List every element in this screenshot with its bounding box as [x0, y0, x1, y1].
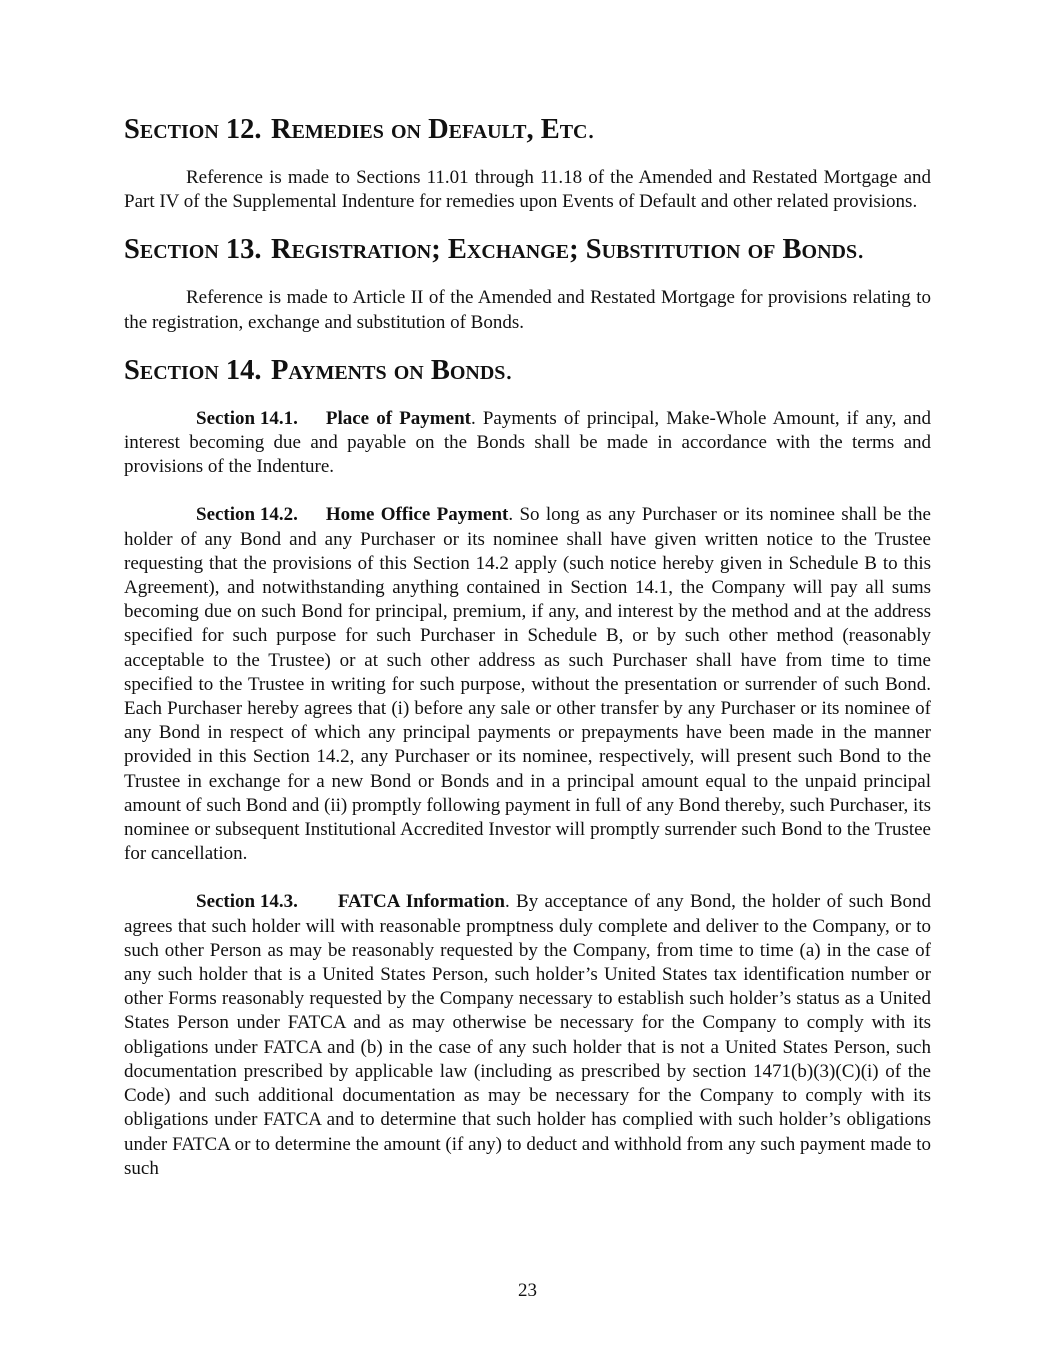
document-page: [124, 114, 932, 1181]
section-14-number: Section 14.: [124, 354, 262, 386]
section-14-title: Payments on Bonds: [271, 354, 506, 386]
section-14-period: .: [505, 354, 513, 386]
section-13-heading: [124, 234, 931, 266]
section-12-body: Reference is made to Sections 11.01 through 11.18 of the Amended and Restated Mortgage and Part IV of the Supplemental Indenture for remedies upon Events of Default and other related provisions.: [124, 167, 931, 213]
section-14-2-title: Home Office Payment: [325, 504, 509, 526]
section-14-1-body: . Payments of principal, Make-Whole Amount, if any, and interest becoming due and payable on the Bonds shall be made in accordance with the terms and provisions of the Indenture.: [124, 407, 931, 478]
section-14-3-title: FATCA Information: [337, 891, 505, 913]
page-number: 23: [518, 1280, 537, 1301]
section-14-heading: [124, 354, 931, 386]
section-13-period: .: [857, 234, 865, 266]
section-12-heading: [124, 114, 931, 145]
section-14-2-number: Section 14.2.: [196, 504, 298, 526]
section-12-period: .: [587, 114, 595, 145]
section-14-3-body: . By acceptance of any Bond, the holder of such Bond agrees that such holder will with reasonable promptness duly complete and deliver to the Company, or to such other Person as may be reasonably requested by the Company, from time to time (a) in the case of any such holder that is a United States Person, such holder’s United States tax identification number or other Forms reasonably requested by the Company necessary to establish such holder’s status as a United States Person under FATCA and as may otherwise be necessary for the Company to comply with its obligations under FATCA and (b) in the case of any such holder that is not a United States Person, such documentation prescribed by applicable law (including as prescribed by section 1471(b)(3)(C)(i) of the Code) and such additional documentation as may be necessary for the Company to comply with its obligations under FATCA and to determine that such holder has complied with such holder’s obligations under FATCA or to determine the amount (if any) to deduct and withhold from any such payment made to such: [124, 891, 932, 1179]
section-14-1-title: Place of Payment: [325, 407, 471, 429]
section-14-1-paragraph: [124, 407, 931, 480]
section-14-3-paragraph: [124, 890, 931, 1180]
section-14-2-paragraph: [124, 503, 931, 866]
section-13-title: Registration; Exchange; Substitution of Bonds: [271, 234, 858, 266]
section-12-number: Section 12.: [124, 114, 262, 145]
section-14-3-number: Section 14.3.: [196, 891, 298, 913]
section-12-title: Remedies on Default, Etc: [271, 114, 588, 145]
section-14-1-number: Section 14.1.: [196, 407, 298, 429]
section-14-2-body: . So long as any Purchaser or its nominee shall be the holder of any Bond and any Purchaser or its nominee shall have given written notice to the Trustee requesting that the provisions of this Section 14.2 apply (such notice hereby given in Schedule B to this Agreement), and notwithstanding anything contained in Section 14.1, the Company will pay all sums becoming due on such Bond for principal, premium, if any, and interest by the method and at the address specified for such purpose for such Purchaser in Schedule B, or by such other method (reasonably acceptable to the Trustee) or at such other address as such Purchaser shall have from time to time specified to the Trustee in writing for such purpose, without the presentation or surrender of such Bond. Each Purchaser hereby agrees that (i) before any sale or other transfer by any Purchaser or its nominee of any Bond in respect of which any principal payments or prepayments have been made in the manner provided in this Section 14.2, any Purchaser or its nominee, respectively, will present such Bond to the Trustee in exchange for a new Bond or Bonds and in a principal amount equal to the unpaid principal amount of such Bond and (ii) promptly following payment in full of any Bond thereby, such Purchaser, its nominee or subsequent Institutional Accredited Investor will promptly surrender such Bond to the Trustee for cancellation.: [124, 504, 931, 865]
section-13-body: Reference is made to Article II of the Amended and Restated Mortgage for provisions relating to the registration, exchange and substitution of Bonds.: [124, 287, 931, 333]
section-13-number: Section 13.: [124, 234, 262, 266]
